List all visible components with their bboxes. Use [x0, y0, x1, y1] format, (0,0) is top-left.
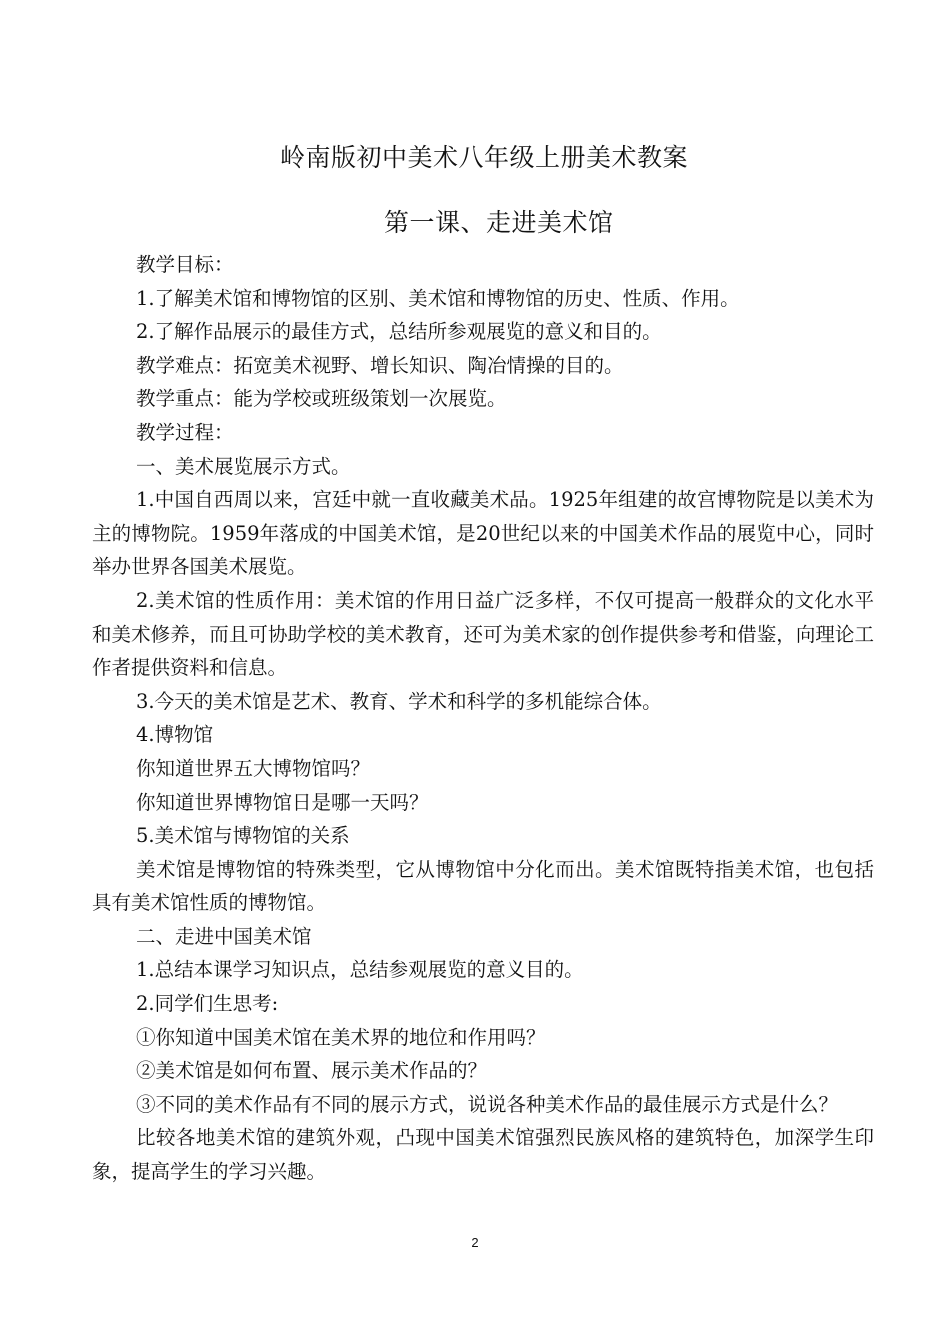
- paragraph: ②美术馆是如何布置、展示美术作品的？: [136, 1059, 488, 1083]
- paragraph: 3.今天的美术馆是艺术、教育、学术和科学的多机能综合体。: [136, 689, 662, 713]
- paragraph: 你知道世界五大博物馆吗？: [136, 756, 371, 780]
- paragraph: 2.同学们生思考:: [136, 992, 279, 1016]
- paragraph: 1.中国自西周以来，宫廷中就一直收藏美术品。1925年组建的故宫博物院是以美术为主的博物院。1959年落成的中国美术馆，是20世纪以来的中国美术作品的展览中心，同时举办世界各国美术展览。: [92, 488, 874, 579]
- paragraph: 5.美术馆与博物馆的关系: [136, 824, 350, 848]
- page-number: 2: [471, 1235, 479, 1250]
- paragraph: 1.了解美术馆和博物馆的区别、美术馆和博物馆的历史、性质、作用。: [136, 286, 740, 310]
- paragraph: 美术馆是博物馆的特殊类型，它从博物馆中分化而出。美术馆既特指美术馆，也包括具有美术馆性质的博物馆。: [92, 857, 874, 915]
- paragraph: ③不同的美术作品有不同的展示方式，说说各种美术作品的最佳展示方式是什么？: [136, 1092, 839, 1116]
- lesson-title: 第一课、走进美术馆: [384, 208, 614, 237]
- paragraph: 教学重点：能为学校或班级策划一次展览。: [136, 387, 507, 411]
- paragraph: 教学目标：: [136, 253, 234, 276]
- paragraph: 教学过程：: [136, 420, 234, 444]
- body-text: [92, 248, 874, 1189]
- paragraph: 二、走进中国美术馆: [136, 924, 312, 948]
- paragraph: 1.总结本课学习知识点，总结参观展览的意义目的。: [136, 958, 584, 982]
- paragraph: 你知道世界博物馆日是哪一天吗？: [136, 790, 429, 814]
- paragraph: ①你知道中国美术馆在美术界的地位和作用吗？: [136, 1025, 546, 1049]
- paragraph: 2.了解作品展示的最佳方式，总结所参观展览的意义和目的。: [136, 320, 662, 344]
- paragraph: 教学难点：拓宽美术视野、增长知识、陶冶情操的目的。: [136, 353, 624, 377]
- paragraph: 2.美术馆的性质作用：美术馆的作用日益广泛多样，不仅可提高一般群众的文化水平和美术修养，而且可协助学校的美术教育，还可为美术家的创作提供参考和借鉴，向理论工作者提供资料和信息。: [92, 588, 874, 680]
- document-title: 岭南版初中美术八年级上册美术教案: [280, 143, 689, 172]
- paragraph: 一、美术展览展示方式。: [136, 454, 351, 478]
- paragraph: 比较各地美术馆的建筑外观，凸现中国美术馆强烈民族风格的建筑特色，加深学生印象，提高学生的学习兴趣。: [92, 1126, 874, 1184]
- paragraph: 4.博物馆: [136, 723, 214, 747]
